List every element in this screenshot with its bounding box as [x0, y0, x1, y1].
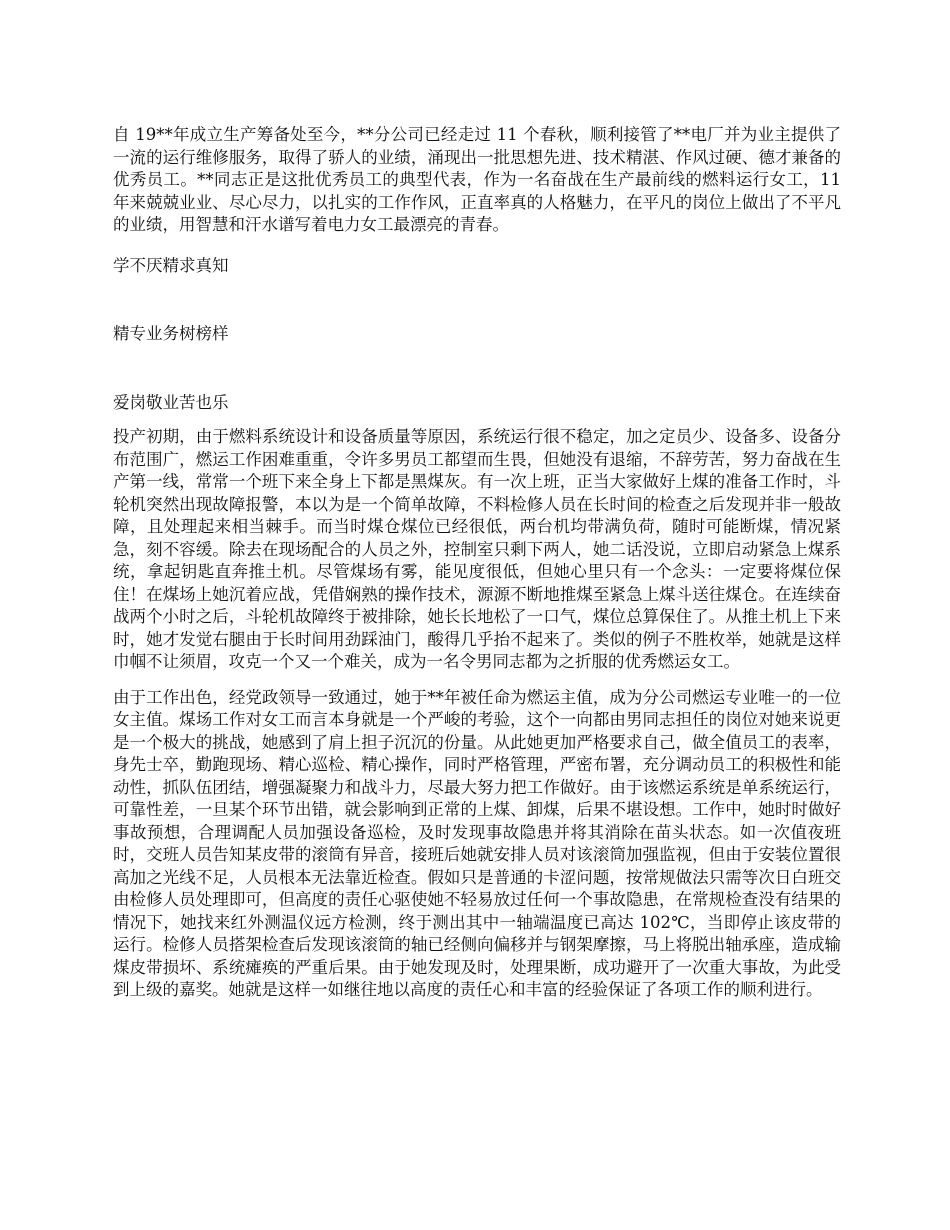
document-page: [113, 124, 841, 1002]
section-heading-dedication: 爱岗敬业苦也乐: [113, 392, 229, 412]
section-heading-learning: 学不厌精求真知: [113, 255, 229, 275]
intro-paragraph: 自 19**年成立生产筹备处至今，**分公司已经走过 11 个春秋，顺利接管了**电厂并为业主提供了一流的运行维修服务，取得了骄人的业绩，涌现出一批思想先进、技术精湛、作风过硬、德才兼备的优秀员工。**同志正是这批优秀员工的典型代表，作为一名奋战在生产最前线的燃料运行女工，11 年来兢兢业业、尽心尽力，以扎实的工作作风，正直率真的人格魅力，在平凡的岗位上做出了不平凡的业绩，用智慧和汗水谱写着电力女工最漂亮的青春。: [113, 125, 841, 234]
body-paragraph-early-operation: 投产初期，由于燃料系统设计和设备质量等原因，系统运行很不稳定，加之定员少、设备多、设备分布范围广，燃运工作困难重重，令许多男员工都望而生畏，但她没有退缩，不辞劳苦，努力奋战在生产第一线，常常一个班下来全身上下都是黑煤灰。有一次上班，正当大家做好上煤的准备工作时，斗轮机突然出现故障报警，本以为是一个简单故障，不料检修人员在长时间的检查之后发现并非一般故障，且处理起来相当棘手。而当时煤仓煤位已经很低，两台机均带满负荷，随时可能断煤，情况紧急，刻不容缓。除去在现场配合的人员之外，控制室只剩下两人，她二话没说，立即启动紧急上煤系统，拿起钥匙直奔推土机。尽管煤场有雾，能见度很低，但她心里只有一个念头：一定要将煤位保住！在煤场上她沉着应战，凭借娴熟的操作技术，源源不断地推煤至紧急上煤斗送往煤仓。在连续奋战两个小时之后，斗轮机故障终于被排除，她长长地松了一口气，煤位总算保住了。从推土机上下来时，她才发觉右腿由于长时间用劲踩油门，酸得几乎抬不起来了。类似的例子不胜枚举，她就是这样巾帼不让须眉，攻克一个又一个难关，成为一名令男同志都为之折服的优秀燃运女工。: [113, 427, 841, 671]
body-paragraph-chief-operator: 由于工作出色，经党政领导一致通过，她于**年被任命为燃运主值，成为分公司燃运专业唯一的一位女主值。煤场工作对女工而言本身就是一个严峻的考验，这个一向都由男同志担任的岗位对她来说更是一个极大的挑战，她感到了肩上担子沉沉的份量。从此她更加严格要求自己，做全值员工的表率，身先士卒，勤跑现场、精心巡检、精心操作，同时严格管理，严密布署，充分调动员工的积极性和能动性，抓队伍团结，增强凝聚力和战斗力，尽最大努力把工作做好。由于该燃运系统是单系统运行，可靠性差，一旦某个环节出错，就会影响到正常的上煤、卸煤，后果不堪设想。工作中，她时时做好事故预想，合理调配人员加强设备巡检，及时发现事故隐患并将其消除在苗头状态。如一次值夜班时，交班人员告知某皮带的滚筒有异音，接班后她就安排人员对该滚筒加强监视，但由于安装位置很高加之光线不足，人员根本无法靠近检查。假如只是普通的卡涩问题，按常规做法只需等次日白班交由检修人员处理即可，但高度的责任心驱使她不轻易放过任何一个事故隐患，在常规检查没有结果的情况下，她找来红外测温仪远方检测，终于测出其中一轴端温度已高达 102℃，当即停止该皮带的运行。检修人员搭架检查后发现该滚筒的轴已经侧向偏移并与钢架摩擦，马上将脱出轴承座，造成输煤皮带损坏、系统瘫痪的严重后果。由于她发现及时，处理果断，成功避开了一次重大事故，为此受到上级的嘉奖。她就是这样一如继往地以高度的责任心和丰富的经验保证了各项工作的顺利进行。: [113, 687, 841, 999]
section-heading-expertise: 精专业务树榜样: [113, 324, 229, 343]
